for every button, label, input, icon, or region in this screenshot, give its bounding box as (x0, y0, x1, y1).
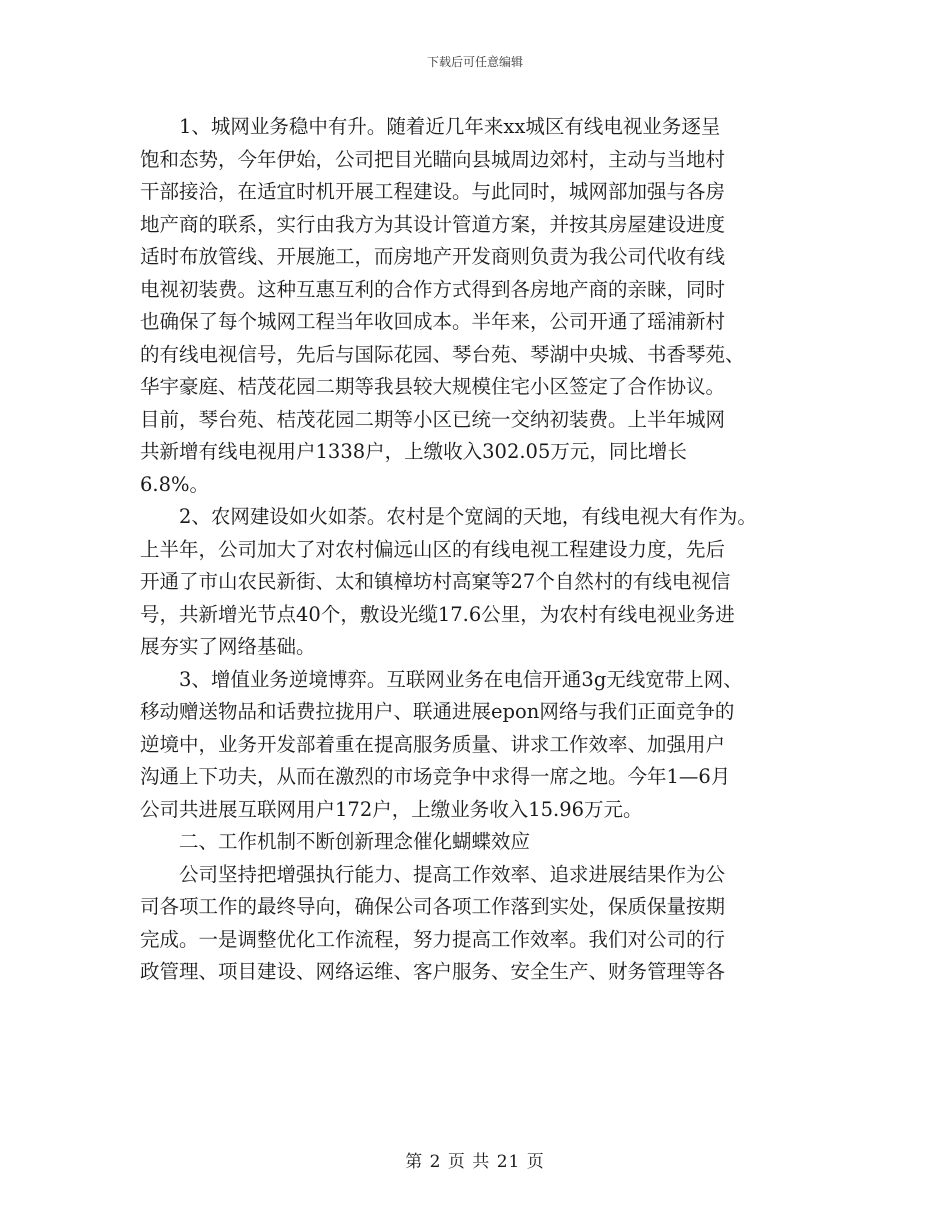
text-line: 司各项工作的最终导向，确保公司各项工作落到实处，保质保量按期 (140, 895, 726, 918)
text-line: 也确保了每个城网工程当年收回成本。半年来，公司开通了瑶浦新村 (140, 310, 726, 333)
text-line: 适时布放管线、开展施工，而房地产开发商则负责为我公司代收有线 (140, 245, 726, 268)
text-line: 地产商的联系，实行由我方为其设计管道方案，并按其房屋建设进度 (140, 212, 726, 236)
text-line: 电视初装费。这种互惠互利的合作方式得到各房地产商的亲睐，同时 (140, 277, 726, 301)
text-line: 2、农网建设如火如荼。农村是个宽阔的天地，有线电视大有作为。 (140, 505, 757, 528)
text-line: 完成。一是调整优化工作流程，努力提高工作效率。我们对公司的行 (140, 927, 726, 951)
text-line: 干部接洽，在适宜时机开展工程建设。与此同时，城网部加强与各房 (140, 180, 726, 203)
text-line: 3、增值业务逆境博弈。互联网业务在电信开通3g无线宽带上网、 (140, 667, 743, 691)
text-line: 号，共新增光节点40个，敷设光缆17.6公里，为农村有线电视业务进 (140, 602, 735, 626)
page-header: 下载后可任意编辑 (426, 55, 523, 69)
text-line: 沟通上下功夫，从而在激烈的市场竞争中求得一席之地。今年1—6月 (140, 765, 731, 788)
text-line: 华宇豪庭、桔茂花园二期等我县较大规模住宅小区签定了合作协议。 (140, 375, 726, 398)
text-line: 展夯实了网络基础。 (140, 635, 316, 658)
text-line: 共新增有线电视用户1338户，上缴收入302.05万元，同比增长 (140, 440, 687, 463)
text-line: 1、城网业务稳中有升。随着近几年来xx城区有线电视业务逐呈 (140, 115, 721, 138)
text-line: 目前，琴台苑、桔茂花园二期等小区已统一交纳初装费。上半年城网 (140, 407, 726, 431)
text-line: 移动赠送物品和话费拉拢用户、联通进展epon网络与我们正面竞争的 (140, 700, 735, 723)
page-number-footer: 第 2 页 共 21 页 (405, 1152, 545, 1172)
text-line: 逆境中，业务开发部着重在提高服务质量、讲求工作效率、加强用户 (140, 732, 726, 756)
text-line: 政管理、项目建设、网络运维、客户服务、安全生产、财务管理等各 (140, 960, 726, 983)
text-line: 公司坚持把增强执行能力、提高工作效率、追求进展结果作为公 (140, 862, 726, 886)
text-line: 的有线电视信号，先后与国际花园、琴台苑、琴湖中央城、书香琴苑、 (140, 342, 745, 366)
text-line: 饱和态势，今年伊始，公司把目光瞄向县城周边郊村，主动与当地村 (140, 147, 726, 171)
document-body (140, 111, 830, 989)
text-line: 开通了市山农民新街、太和镇樟坊村高窠等27个自然村的有线电视信 (140, 570, 731, 593)
text-line: 公司共进展互联网用户172户，上缴业务收入15.96万元。 (140, 797, 643, 821)
section-heading: 二、工作机制不断创新理念催化蝴蝶效应 (140, 830, 531, 853)
text-line: 6.8%。 (140, 472, 210, 496)
text-line: 上半年，公司加大了对农村偏远山区的有线电视工程建设力度，先后 (140, 537, 726, 561)
